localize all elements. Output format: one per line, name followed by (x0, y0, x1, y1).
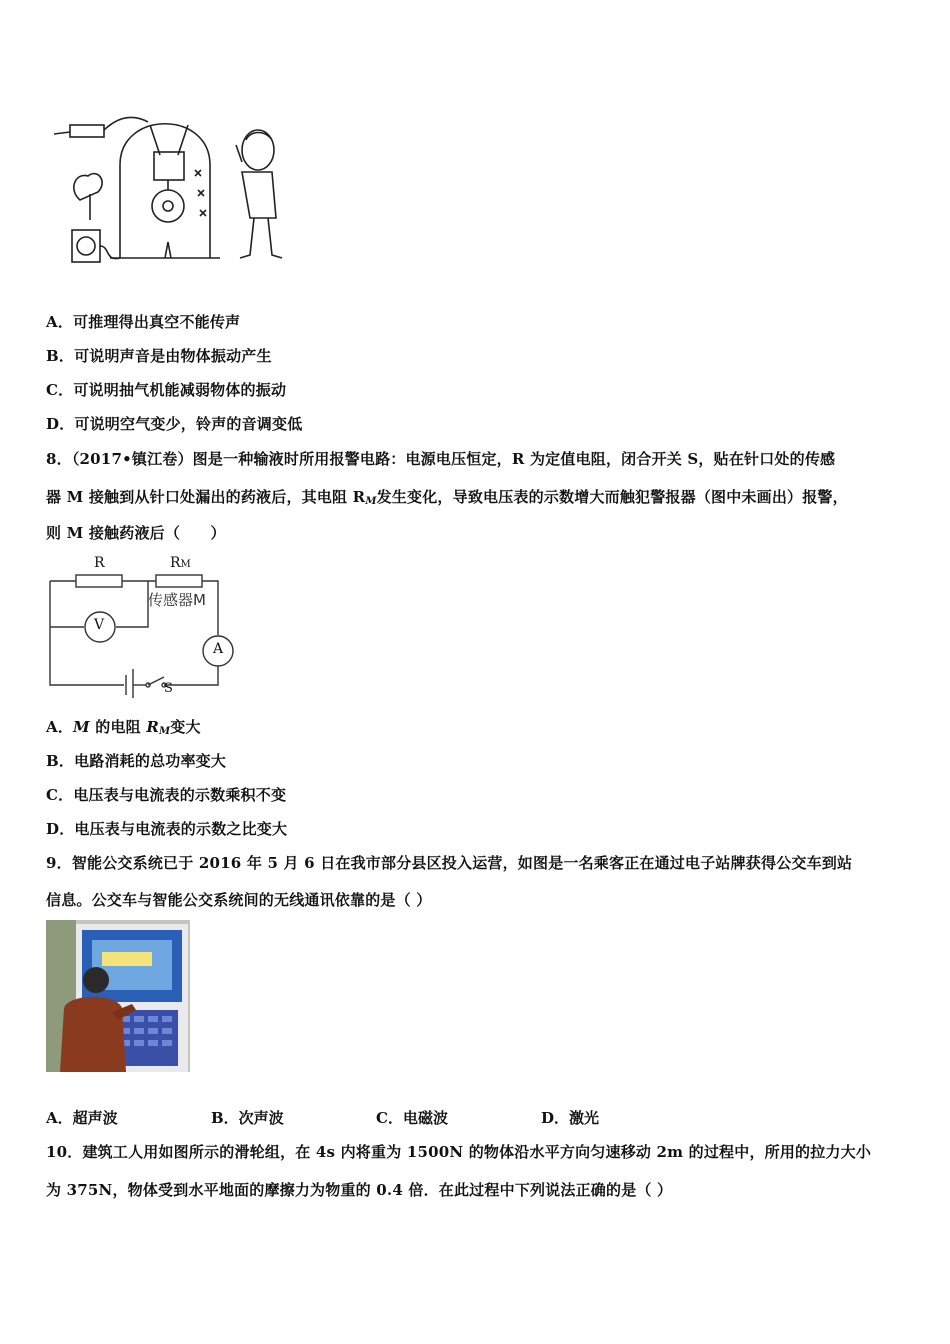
q7-option-a: A．可推理得出真空不能传声 (46, 313, 241, 331)
q8-stem-line-3: 则 M 接触药液后（ ） (46, 524, 226, 542)
resistor-r-label: R (94, 555, 105, 571)
q7-option-d: D．可说明空气变少，铃声的音调变低 (46, 415, 303, 433)
q7-option-b: B．可说明声音是由物体振动产生 (46, 347, 272, 365)
switch-label: S (164, 681, 173, 696)
q7-option-c: C．可说明抽气机能减弱物体的振动 (46, 381, 287, 399)
circuit-diagram (46, 553, 241, 698)
voltmeter-label: V (94, 617, 105, 633)
q8-option-b: B．电路消耗的总功率变大 (46, 752, 227, 770)
ammeter-label: A (213, 641, 224, 657)
q9-option-c: C．电磁波 (376, 1109, 448, 1127)
q8-stem-line-1: 8．（2017•镇江卷）图是一种输液时所用报警电路：电源电压恒定，R 为定值电阻，闭合开关 S，贴在针口处的传感 (46, 450, 836, 468)
q10-stem-line-1: 10．建筑工人用如图所示的滑轮组，在 4s 内将重为 1500N 的物体沿水平方向匀速移动 2m 的过程中，所用的拉力大小 (46, 1143, 872, 1161)
q9-option-d: D．激光 (541, 1109, 600, 1127)
bell-jar-figure (50, 110, 300, 270)
q8-option-c: C．电压表与电流表的示数乘积不变 (46, 786, 287, 804)
q9-stem-line-1: 9．智能公交系统已于 2016 年 5 月 6 日在我市部分县区投入运营，如图是一名乘客正在通过电子站牌获得公交车到站 (46, 854, 853, 872)
sensor-label: 传感器M (148, 591, 206, 609)
q9-option-b: B．次声波 (211, 1109, 284, 1127)
q8-stem-line-2: 器 M 接触到从针口处漏出的药液后，其电阻 $R_M$发生变化，导致电压表的示数增大而触犯警报器（图中未画出）报警， (46, 488, 848, 507)
q9-stem-line-2: 信息。公交车与智能公交系统间的无线通讯依靠的是（ ） (46, 891, 432, 909)
circuit-wires (46, 553, 241, 698)
q10-stem-line-2: 为 375N，物体受到水平地面的摩擦力为物重的 0.4 倍．在此过程中下列说法正确的是（ ） (46, 1181, 673, 1199)
q8-option-a: A．M 的电阻 $R_M$变大 (46, 718, 201, 737)
q8-option-d: D．电压表与电流表的示数之比变大 (46, 820, 288, 838)
q9-option-a: A．超声波 (46, 1109, 118, 1127)
bus-stop-photo (46, 920, 190, 1072)
resistor-rm-label: RM (170, 555, 191, 571)
